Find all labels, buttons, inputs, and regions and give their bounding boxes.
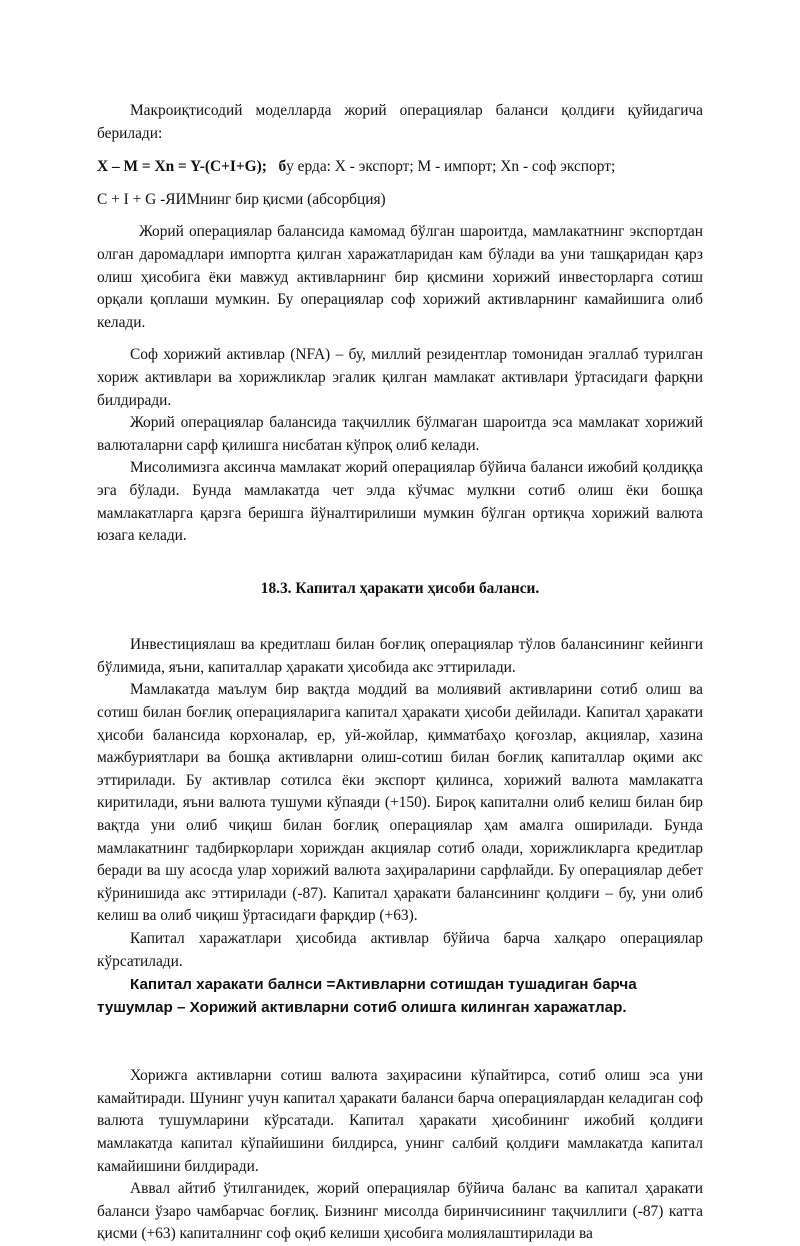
paragraph-capital-account: Мамлакатда маълум бир вақтда моддий ва молиявий активларини сотиб олиш ва сотиш билан боғлиқ операцияларига капитал ҳаракати ҳисоби дейилади. Капитал ҳаракати ҳисоби балансида корхоналар, ер, уй-жойлар, қимматбаҳо қоғозлар, акциялар, хазина мажбуриятлари ва бошқа активларни олиш-сотиш билан боғлиқ капиталлар оқими акс эттирилади. Бу активлар сотилса ёки экспорт қилинса, хорижий валюта мамлакатга киритилади, яъни валюта тушуми кўпаяди (+150). Бироқ капитални олиб келиш билан бир вақтда уни олиб чиқиш билан боғлиқ операциялар ҳам амалга оширилади. Бунда мамлакатнинг тадбиркорлари хориждан акциялар сотиб олади, хорижликларга кредитлар беради ва шу асосда улар хорижий валюта заҳираларини сарфлайди. Бу операциялар дебет кўринишида акс эттирилади (-87). Капитал ҳаракати балансининг қолдиғи – бу, уни олиб келиш ва олиб чиқиш ўртасидаги фарқдир (+63). [97, 681, 703, 925]
definition-capital-balance: Капитал харакати балнси =Активларни сотишдан тушадиган барча тушумлар – Хорижий активларни сотиб олишга килинган харажатлар. [97, 976, 637, 1017]
formula-line [97, 156, 703, 179]
paragraph-relation: Аввал айтиб ўтилганидек, жорий операциялар бўйича баланс ва капитал ҳаракати баланси ўзаро чамбарчас боғлиқ. Бизнинг мисолда биринчисининг тақчиллиги (-87) катта қисми (+63) капиталнинг соф оқиб келиши ҳисобига молиялаштирилади ва [97, 1180, 703, 1243]
paragraph-investment: Инвестициялаш ва кредитлаш билан боғлиқ операциялар тўлов балансининг кейинги бўлимида, яъни, капиталлар ҳаракати ҳисобида акс эттирилади. [97, 636, 703, 676]
paragraph-nfa: Соф хорижий активлар (NFA) – бу, миллий резидентлар томонидан эгаллаб турилган хориж активлари ва хорижликлар эгалик қилган мамлакат активлари ўртасидаги фарқни билдиради. [97, 346, 703, 409]
paragraph-intro: Макроиқтисодий моделларда жорий операциялар баланси қолдиғи қуйидагича берилади: [97, 102, 703, 142]
paragraph-reserves: Хорижга активларни сотиш валюта заҳирасини кўпайтирса, сотиб олиш эса уни камайтиради. Шунинг учун капитал ҳаракати баланси барча операциялардан келадиган соф валюта тушумларини кўрсатади. Капитал ҳаракати ҳисобининг ижобий қолдиғи мамлакатда капитал кўпайишини билдирса, унинг салбий қолдиғи мамлакатда капитал камайишини билдиради. [97, 1067, 703, 1175]
paragraph-surplus: Мисолимизга аксинча мамлакат жорий операциялар бўйича баланси ижобий қолдиққа эга бўлади. Бунда мамлакатда чет элда кўчмас мулкни сотиб олиш ёки бошқа мамлакатларга қарзга беришга йўналтирилиши мумкин бўлган ортиқча хорижий валюта юзага келади. [97, 459, 703, 545]
section-heading: 18.3. Капитал ҳаракати ҳисоби баланси. [260, 579, 540, 597]
formula-b: б [278, 158, 287, 176]
formula: X – M = Xn = Y-(C+I+G); [97, 158, 267, 176]
paragraph-no-deficit: Жорий операциялар балансида тақчиллик бўлмаган шароитда эса мамлакат хорижий валюталарни сарф қилишга нисбатан кўпроқ олиб келади. [97, 414, 703, 454]
paragraph-absorption: C + I + G -ЯИМнинг бир қисми (абсорбция) [97, 190, 386, 208]
paragraph-deficit: Жорий операциялар балансида камомад бўлган шароитда, мамлакатнинг экспортдан олган даромадлари импортга қилган харажатларидан кам бўлади ва уни ташқаридан қарз олиш ҳисобига ёки мавжуд активларнинг бир қисмини хорижий инвесторларга сотиш орқали қоплаши мумкин. Бу операциялар соф хорижий активларнинг камайишига олиб келади. [97, 223, 703, 331]
paragraph-capital-expenses: Капитал харажатлари ҳисобида активлар бўйича барча халқаро операциялар кўрсатилади. [97, 930, 703, 970]
formula-explanation: у ерда: Х - экспорт; М - импорт; Xn - соф экспорт; [286, 158, 616, 176]
document-page [97, 100, 703, 1246]
